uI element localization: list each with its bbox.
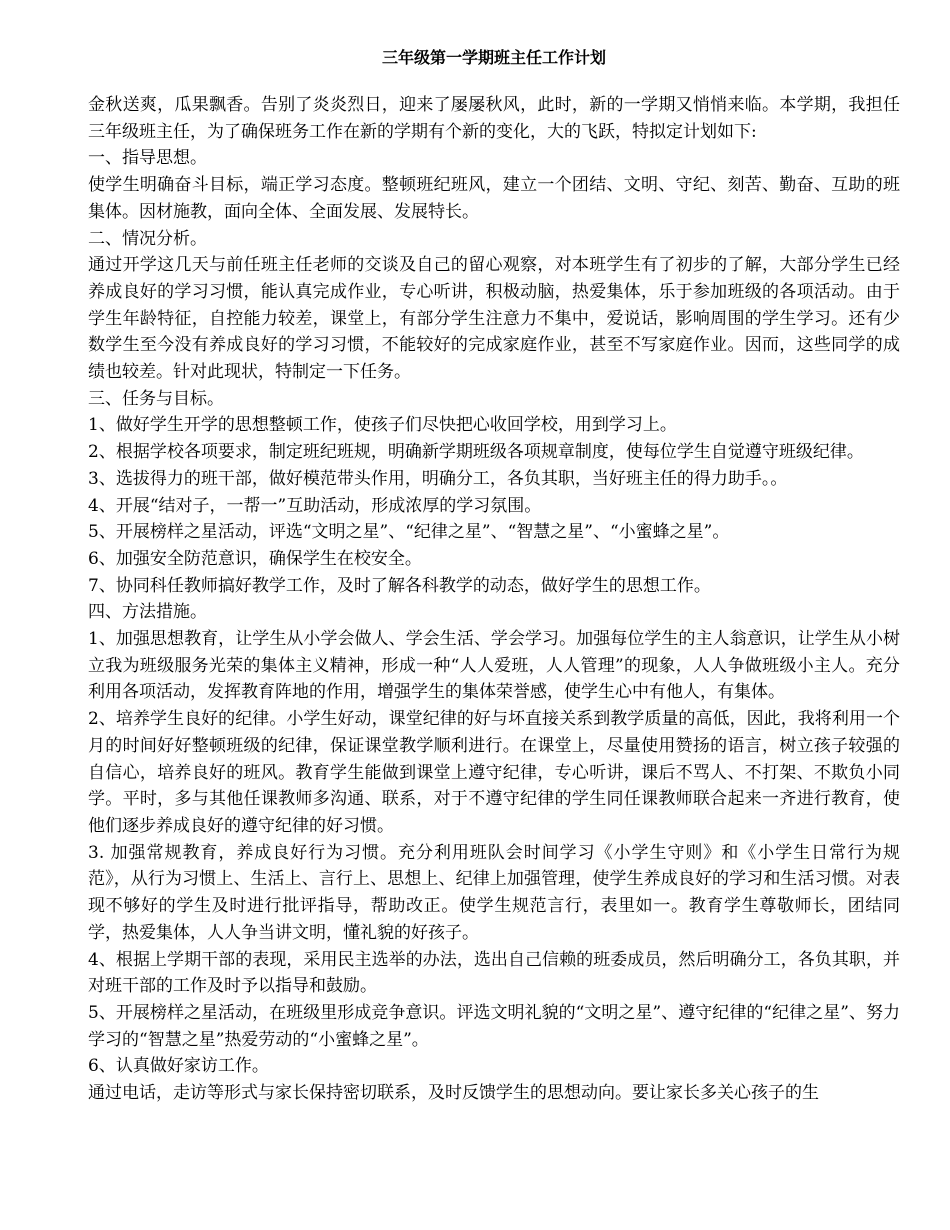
method-item-4: 4、根据上学期干部的表现，采用民主选举的办法，选出自己信赖的班委成员，然后明确分工，各负其职，并对班干部的工作及时予以指导和鼓励。: [88, 949, 900, 997]
paragraph-home-visit: 通过电话，走访等形式与家长保持密切联系，及时反馈学生的思想动向。要让家长多关心孩子的生: [88, 1083, 819, 1104]
paragraph-guiding-ideology: 使学生明确奋斗目标，端正学习态度。整顿班纪班风，建立一个团结、文明、守纪、刻苦、勤奋、互助的班集体。因材施教，面向全体、全面发展、发展特长。: [88, 175, 900, 222]
method-item-6: 6、认真做好家访工作。: [88, 1056, 269, 1077]
document-title: 三年级第一学期班主任工作计划: [381, 48, 606, 67]
task-item-7: 7、协同科任教师搞好教学工作，及时了解各科教学的动态，做好学生的思想工作。: [88, 575, 711, 596]
document-page: [88, 44, 900, 1107]
paragraph-intro: 金秋送爽，瓜果飘香。告别了炎炎烈日，迎来了屡屡秋风，此时，新的一学期又悄悄来临。本学期，我担任三年级班主任，为了确保班务工作在新的学期有个新的变化，大的飞跃，特拟定计划如下:: [88, 95, 900, 142]
method-item-1: 1、加强思想教育，让学生从小学会做人、学会生活、学会学习。加强每位学生的主人翁意识，让学生从小树立我为班级服务光荣的集体主义精神，形成一种“人人爱班，人人管理”的现象，人人争做班级小主人。充分利用各项活动，发挥教育阵地的作用，增强学生的集体荣誉感，使学生心中有他人，有集体。: [88, 629, 900, 703]
method-item-5: 5、开展榜样之星活动，在班级里形成竞争意识。评选文明礼貌的“文明之星”、遵守纪律的“纪律之星”、努力学习的“智慧之星”热爱劳动的“小蜜蜂之星”。: [88, 1002, 900, 1050]
heading-guiding-ideology: 一、指导思想。: [88, 148, 207, 169]
paragraph-situation-analysis: 通过开学这几天与前任班主任老师的交谈及自己的留心观察，对本班学生有了初步的了解，大部分学生已经养成良好的学习习惯，能认真完成作业，专心听讲，积极动脑，热爱集体，乐于参加班级的各项活动。由于学生年龄特征，自控能力较差，课堂上，有部分学生注意力不集中，爱说话，影响周围的学生学习。还有少数学生至今没有养成良好的学习习惯，不能较好的完成家庭作业，甚至不写家庭作业。因而，这些同学的成绩也较差。针对此现状，特制定一下任务。: [88, 255, 900, 383]
method-item-3: 3. 加强常规教育，养成良好行为习惯。充分利用班队会时间学习《小学生守则》和《小学生日常行为规范》，从行为习惯上、生活上、言行上、思想上、纪律上加强管理，使学生养成良好的学习和生活习惯。对表现不够好的学生及时进行批评指导，帮助改正。使学生规范言行，表里如一。教育学生尊敬师长，团结同学，热爱集体，人人争当讲文明，懂礼貌的好孩子。: [88, 842, 900, 943]
document-body: [88, 92, 900, 1107]
task-item-3: 3、选拔得力的班干部，做好模范带头作用，明确分工，各负其职，当好班主任的得力助手。。: [88, 468, 788, 489]
heading-situation-analysis: 二、情况分析。: [88, 228, 207, 249]
method-item-2: 2、培养学生良好的纪律。小学生好动，课堂纪律的好与坏直接关系到教学质量的高低，因此，我将利用一个月的时间好好整顿班级的纪律，保证课堂教学顺利进行。在课堂上，尽量使用赞扬的语言，树立孩子较强的自信心，培养良好的班风。教育学生能做到课堂上遵守纪律，专心听讲，课后不骂人、不打架、不欺负小同学。平时，多与其他任课教师多沟通、联系，对于不遵守纪律的学生同任课教师联合起来一齐进行教育，使他们逐步养成良好的遵守纪律的好习惯。: [88, 709, 900, 836]
task-item-5: 5、开展榜样之星活动，评选“文明之星”、“纪律之星”、“智慧之星”、“小蜜蜂之星”。: [88, 522, 730, 543]
heading-methods: 四、方法措施。: [88, 602, 207, 623]
task-item-4: 4、开展“结对子，一帮一”互助活动，形成浓厚的学习氛围。: [88, 495, 542, 516]
task-item-1: 1、做好学生开学的思想整顿工作，使孩子们尽快把心收回学校，用到学习上。: [88, 415, 677, 436]
heading-tasks-goals: 三、任务与目标。: [88, 388, 224, 409]
task-item-6: 6、加强安全防范意识，确保学生在校安全。: [88, 548, 422, 569]
task-item-2: 2、根据学校各项要求，制定班纪班规，明确新学期班级各项规章制度，使每位学生自觉遵守班级纪律。: [88, 442, 864, 463]
